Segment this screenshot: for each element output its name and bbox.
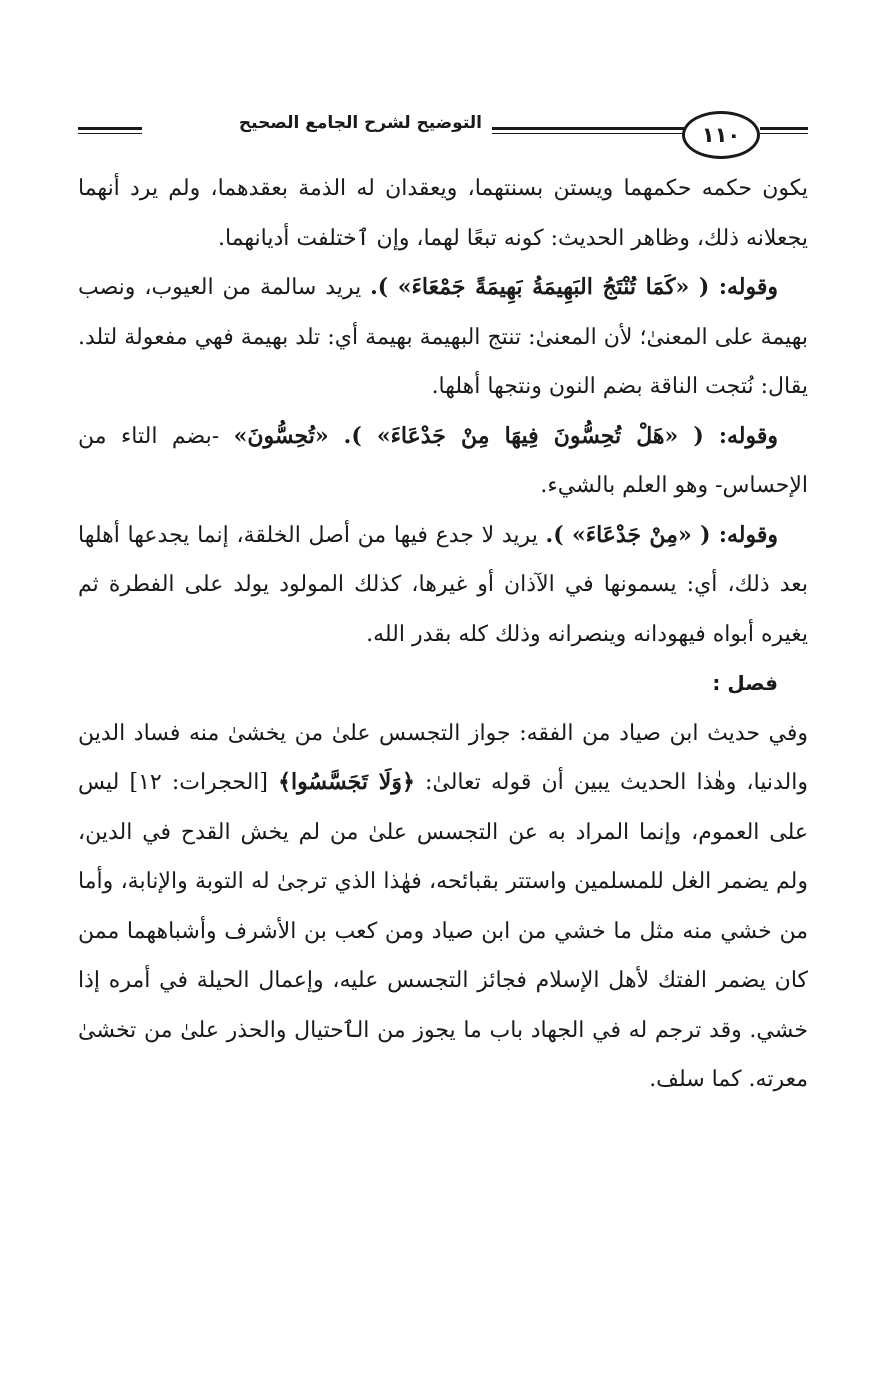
paragraph-2-text: يريد سالمة من العيوب، ونصب بهيمة على المعنىٰ؛ لأن المعنىٰ: تنتج البهيمة بهيمة أي: تلد بهيمة فهي مفعولة لتلد. يقال: نُتجت الناقة بضم النون ونتجها أهلها. (78, 275, 808, 399)
book-page (78, 100, 808, 1105)
paragraph-4 (78, 511, 808, 660)
paragraph-2-quote: وقوله: ( «كَمَا تُنْتَجُ البَهِيمَةُ بَهِيمَةً جَمْعَاءَ» ). (370, 274, 778, 300)
header-rule-left (78, 127, 142, 134)
paragraph-5-text-b: [الحجرات: ١٢] ليس على العموم، وإنما المراد به عن التجسس علىٰ من لم يخش القدح في الدين، ولم يضمر الغل للمسلمين واستتر بقبائحه، فهٰذا الذي ترجىٰ له التوبة والإنابة، وأما من خشي منه مثل ما خشي من ابن صياد ومن كعب بن الأشرف وأشباههما ممن كان يضمر الفتك لأهل الإسلام فجائز التجسس عليه، وإعمال الحيلة في أمره إذا خشي. وقد ترجم له في الجهاد باب ما يجوز من الٱحتيال والحذر علىٰ من تخشىٰ معرته. كما سلف. (78, 770, 808, 1092)
section-heading: فصل : (712, 671, 778, 695)
header-rule-right (760, 127, 808, 134)
page-body (78, 164, 808, 1105)
page-number: ١١٠ (682, 111, 760, 159)
paragraph-4-quote: وقوله: ( «مِنْ جَدْعَاءَ» ). (545, 521, 778, 548)
header-rule-middle (492, 127, 684, 134)
paragraph-3-quote: وقوله: ( «هَلْ تُحِسُّونَ فِيهَا مِنْ جَدْعَاءَ» ). «تُحِسُّونَ» (233, 422, 778, 449)
running-title: التوضيح لشرح الجامع الصحيح (238, 113, 482, 133)
quran-quote: ﴿وَلَا تَجَسَّسُوا﴾ (278, 769, 415, 795)
paragraph-3-text: -بضم التاء من الإحساس- وهو العلم بالشيء. (78, 423, 808, 498)
paragraph-3 (78, 412, 808, 511)
paragraph-1: يكون حكمه حكمهما ويستن بسنتهما، ويعقدان له الذمة بعقدهما، ولم يرد أنهما يجعلانه ذلك، وظاهر الحديث: كونه تبعًا لهما، وإن ٱختلفت أديانهما. (78, 176, 808, 251)
page-header (78, 100, 808, 164)
paragraph-2 (78, 263, 808, 412)
paragraph-5-text-a: وفي حديث ابن صياد من الفقه: جواز التجسس علىٰ من يخشىٰ منه فساد الدين والدنيا، وهٰذا الحديث يبين أن قوله تعالىٰ: (78, 720, 808, 795)
paragraph-4-text: يريد لا جدع فيها من أصل الخلقة، إنما يجدعها أهلها بعد ذلك، أي: يسمونها في الآذان أو غيرها، كذلك المولود يولد على الفطرة ثم يغيره أبواه فيهودانه وينصرانه وذلك كله بقدر الله. (78, 522, 808, 647)
paragraph-5 (78, 709, 808, 1105)
